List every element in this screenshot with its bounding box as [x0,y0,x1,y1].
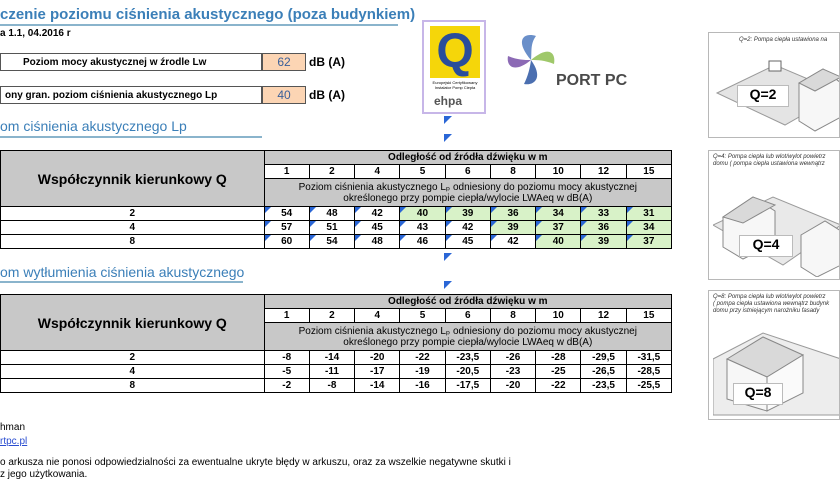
lp-value-cell[interactable]: 40 [262,86,306,104]
distance-cell: 15 [626,165,671,179]
value-cell[interactable]: 60 [264,235,309,249]
portpc-logo-text: PORT PC [556,72,628,89]
value-cell[interactable]: 39 [445,207,490,221]
factor-header: Współczynnik kierunkowy Q [1,151,265,207]
distance-cell: 8 [490,165,535,179]
value-cell[interactable]: 42 [490,235,535,249]
value-cell[interactable]: 37 [626,235,671,249]
table-row [1,221,672,235]
distance-header: Odległość od źródła dźwięku w m [264,151,671,165]
value-cell[interactable]: 46 [400,235,445,249]
panel-q4 [708,150,840,280]
value-cell[interactable]: -19 [400,365,445,379]
value-cell[interactable]: -20 [355,351,400,365]
q-factor-cell: 2 [1,351,265,365]
value-cell[interactable]: 54 [309,235,354,249]
value-cell[interactable]: -28 [536,351,581,365]
q-certificate-logo [422,20,486,114]
value-cell[interactable]: -14 [355,379,400,393]
version-text: a 1.1, 04.2016 r [0,28,71,39]
distance-cell: 15 [626,309,671,323]
q2-badge: Q=2 [737,85,789,107]
marker-icon [444,116,452,124]
distance-cell: 1 [264,309,309,323]
value-cell[interactable]: -8 [264,351,309,365]
value-cell[interactable]: 48 [309,207,354,221]
q8-badge: Q=8 [733,383,783,405]
description-line-2: określonego przy pompie ciepła/wylocie LWAeq w dB(A) [343,336,593,348]
lw-label [0,53,262,71]
value-cell[interactable]: 48 [355,235,400,249]
value-cell[interactable]: -29,5 [581,351,626,365]
distance-cell: 10 [536,309,581,323]
section1-title: om ciśnienia akustycznego Lp [0,118,187,134]
distance-cell: 4 [355,165,400,179]
disclaimer-line-1: o arkusza nie ponosi odpowiedzialności za ewentualne ukryte błędy w arkuszu, oraz za wszelkie negatywne skutki i [0,457,511,468]
value-cell[interactable]: -23,5 [581,379,626,393]
disclaimer-line-2: z jego użytkowania. [0,469,88,480]
q-factor-cell: 8 [1,379,265,393]
value-cell[interactable]: 57 [264,221,309,235]
value-cell[interactable]: 31 [626,207,671,221]
description-line-2: określonego przy pompie ciepła/wylocie LWAeq w dB(A) [343,192,593,204]
ehpa-logo-text: ehpa [434,94,463,108]
value-cell[interactable]: 34 [536,207,581,221]
q-logo-caption: Europejski Certyfikowany Instalator Pomp Ciepła [432,80,478,90]
value-cell[interactable]: -8 [309,379,354,393]
value-cell[interactable]: 43 [400,221,445,235]
value-cell[interactable]: -20,5 [445,365,490,379]
q-factor-cell: 8 [1,235,265,249]
marker-icon [444,281,452,289]
q-factor-cell: 2 [1,207,265,221]
value-cell[interactable]: -22 [400,351,445,365]
distance-cell: 10 [536,165,581,179]
table-row [1,235,672,249]
distance-cell: 2 [309,309,354,323]
table-row [1,207,672,221]
value-cell[interactable]: -26,5 [581,365,626,379]
description-line-1: Poziom ciśnienia akustycznego Lₚ odniesiony do poziomu mocy akustycznej [298,181,637,193]
value-cell[interactable]: -5 [264,365,309,379]
value-cell[interactable]: 45 [355,221,400,235]
value-cell[interactable]: 51 [309,221,354,235]
attenuation-table [0,294,672,393]
q-factor-cell: 4 [1,221,265,235]
value-cell[interactable]: 40 [400,207,445,221]
value-cell[interactable]: 40 [536,235,581,249]
value-cell[interactable]: -16 [400,379,445,393]
distance-cell: 6 [445,165,490,179]
distance-header: Odległość od źródła dźwięku w m [264,295,671,309]
value-cell[interactable]: 36 [490,207,535,221]
value-cell[interactable]: 39 [490,221,535,235]
panel-q8-caption-3: domu przy istniejącym narożniku fasady [713,308,820,314]
value-cell[interactable]: -20 [490,379,535,393]
house-illustration [713,173,840,277]
value-cell[interactable]: 42 [445,221,490,235]
value-cell[interactable]: -17,5 [445,379,490,393]
lw-label-text: Poziom mocy akustycznej w źrodle Lw [23,56,207,68]
marker-icon [444,253,452,261]
value-cell[interactable]: -31,5 [626,351,671,365]
value-cell[interactable]: -11 [309,365,354,379]
value-cell[interactable]: 45 [445,235,490,249]
section2-title: om wytłumienia ciśnienia akustycznego [0,264,245,280]
description-line-1: Poziom ciśnienia akustycznego Lₚ odniesiony do poziomu mocy akustycznej [298,325,637,337]
distance-cell: 6 [445,309,490,323]
value-cell[interactable]: -14 [309,351,354,365]
portpc-logo-icon [504,30,558,90]
title-underline [0,24,398,26]
value-cell[interactable]: -17 [355,365,400,379]
panel-q4-caption-2: domu ( pompa ciepła ustawiona wewnątrz [713,161,825,167]
value-cell[interactable]: 37 [536,221,581,235]
pressure-table [0,150,672,249]
table-description [264,179,671,207]
panel-q4-caption-1: Q=4: Pompa ciepła lub wlot/wylot powietrz [713,154,826,160]
value-cell[interactable]: 33 [581,207,626,221]
table-description [264,323,671,351]
distance-cell: 5 [400,165,445,179]
section2-underline [0,281,243,283]
section1-underline [0,136,262,138]
table-row [1,351,672,365]
q4-badge: Q=4 [739,235,793,257]
distance-cell: 5 [400,309,445,323]
distance-cell: 12 [581,309,626,323]
value-cell[interactable]: 54 [264,207,309,221]
distance-cell: 2 [309,165,354,179]
value-cell[interactable]: -2 [264,379,309,393]
value-cell[interactable]: 36 [581,221,626,235]
website-link[interactable]: rtpc.pl [0,436,28,447]
value-cell[interactable]: -23 [490,365,535,379]
panel-q8-caption-1: Q=8: Pompa ciepła lub wlot/wylot powietrz [713,294,826,300]
value-cell[interactable]: 39 [581,235,626,249]
lp-unit: dB (A) [309,88,345,102]
q-factor-cell: 4 [1,365,265,379]
lp-label [0,86,262,104]
panel-q8 [708,290,840,420]
table-row [1,365,672,379]
panel-q8-caption-2: ( pompa ciepła ustawiona wewnątrz budynk [713,301,830,307]
lw-value-cell[interactable]: 62 [262,53,306,71]
distance-cell: 12 [581,165,626,179]
distance-cell: 8 [490,309,535,323]
author-text: hman [0,422,26,433]
lp-label-text: ony gran. poziom ciśnienia akustycznego Lp [5,89,218,101]
table-row [1,379,672,393]
distance-cell: 4 [355,309,400,323]
value-cell[interactable]: -26 [490,351,535,365]
panel-q2 [708,32,840,138]
panel-q2-caption: Q=2: Pompa ciepła ustawiona na [739,37,828,43]
value-cell[interactable]: 42 [355,207,400,221]
value-cell[interactable]: -25,5 [626,379,671,393]
value-cell[interactable]: 34 [626,221,671,235]
marker-icon [444,134,452,142]
factor-header: Współczynnik kierunkowy Q [1,295,265,351]
value-cell[interactable]: -28,5 [626,365,671,379]
value-cell[interactable]: -22 [536,379,581,393]
distance-cell: 1 [264,165,309,179]
value-cell[interactable]: -23,5 [445,351,490,365]
sheet-title: czenie poziomu ciśnienia akustycznego (poza budynkiem) [0,6,416,23]
lw-unit: dB (A) [309,55,345,69]
q-logo-letter: Q [436,25,474,78]
value-cell[interactable]: -25 [536,365,581,379]
